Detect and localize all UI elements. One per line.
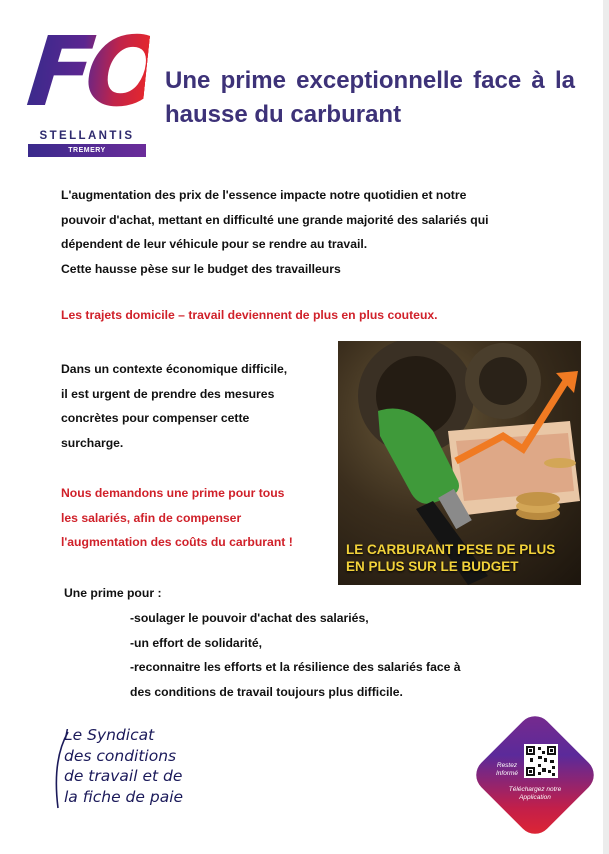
context-paragraph <box>61 357 311 455</box>
list-item: -reconnaitre les efforts et la résilience des salariés face à <box>130 660 461 674</box>
slogan-line: Le Syndicat <box>64 726 155 744</box>
page-edge <box>603 0 609 854</box>
reasons-list <box>130 606 540 704</box>
badge-text-line: Application <box>519 794 551 801</box>
context-line: surcharge. <box>61 435 124 450</box>
list-item: -soulager le pouvoir d'achat des salariés, <box>130 611 369 625</box>
reasons-heading: Une prime pour : <box>64 586 162 600</box>
list-item: des conditions de travail toujours plus difficile. <box>130 684 403 699</box>
photo-caption-line: LE CARBURANT PESE DE PLUS <box>346 542 556 557</box>
demand-line: les salariés, afin de compenser <box>61 510 242 525</box>
qr-code-icon[interactable] <box>524 744 558 778</box>
intro-line: dépendent de leur véhicule pour se rendre au travail. <box>61 237 368 251</box>
union-slogan <box>64 725 183 807</box>
demand-line: l'augmentation des coûts du carburant ! <box>61 535 293 549</box>
photo-caption-line: EN PLUS SUR LE BUDGET <box>346 559 519 574</box>
list-item: -un effort de solidarité, <box>130 635 263 650</box>
highlight-sentence: Les trajets domicile – travail deviennent de plus en plus couteux. <box>61 308 438 322</box>
slogan-line: la fiche de paie <box>64 787 184 806</box>
coin-shape <box>516 492 560 506</box>
photo-caption <box>346 541 578 575</box>
badge-download-text <box>492 786 578 802</box>
badge-text-line: Informé <box>495 770 519 777</box>
app-download-badge[interactable] <box>476 720 594 832</box>
context-line: Dans un contexte économique difficile, <box>61 362 288 376</box>
tank-ring-inner <box>479 357 527 405</box>
context-line: il est urgent de prendre des mesures <box>61 386 275 401</box>
badge-text-line: Restez <box>496 762 518 769</box>
intro-line: L'augmentation des prix de l'essence impacte notre quotidien et notre <box>61 188 467 202</box>
slogan-line: de travail et de <box>64 767 183 785</box>
page-title: Une prime exceptionnelle face à la hausse du carburant <box>165 67 575 128</box>
context-line: concrètes pour compenser cette <box>61 411 250 425</box>
demand-line: Nous demandons une prime pour tous <box>61 486 285 500</box>
stellantis-wordmark: STELLANTIS <box>39 130 135 142</box>
intro-line: Cette hausse pèse sur le budget des travailleurs <box>61 261 341 276</box>
demand-paragraph <box>61 481 331 555</box>
intro-paragraph <box>61 183 546 281</box>
fo-stellantis-logo <box>22 16 166 158</box>
fo-logo-letters: FO <box>22 16 166 128</box>
slogan-line: des conditions <box>64 746 177 765</box>
tremery-band: TREMERY <box>28 144 146 157</box>
badge-text-line: Téléchargez notre <box>508 786 562 793</box>
fuel-pump-photo <box>338 341 581 585</box>
intro-line: pouvoir d'achat, mettant en difficulté une grande majorité des salariés qui <box>61 212 489 227</box>
badge-stay-informed <box>488 762 526 778</box>
coin-shape <box>544 458 576 468</box>
